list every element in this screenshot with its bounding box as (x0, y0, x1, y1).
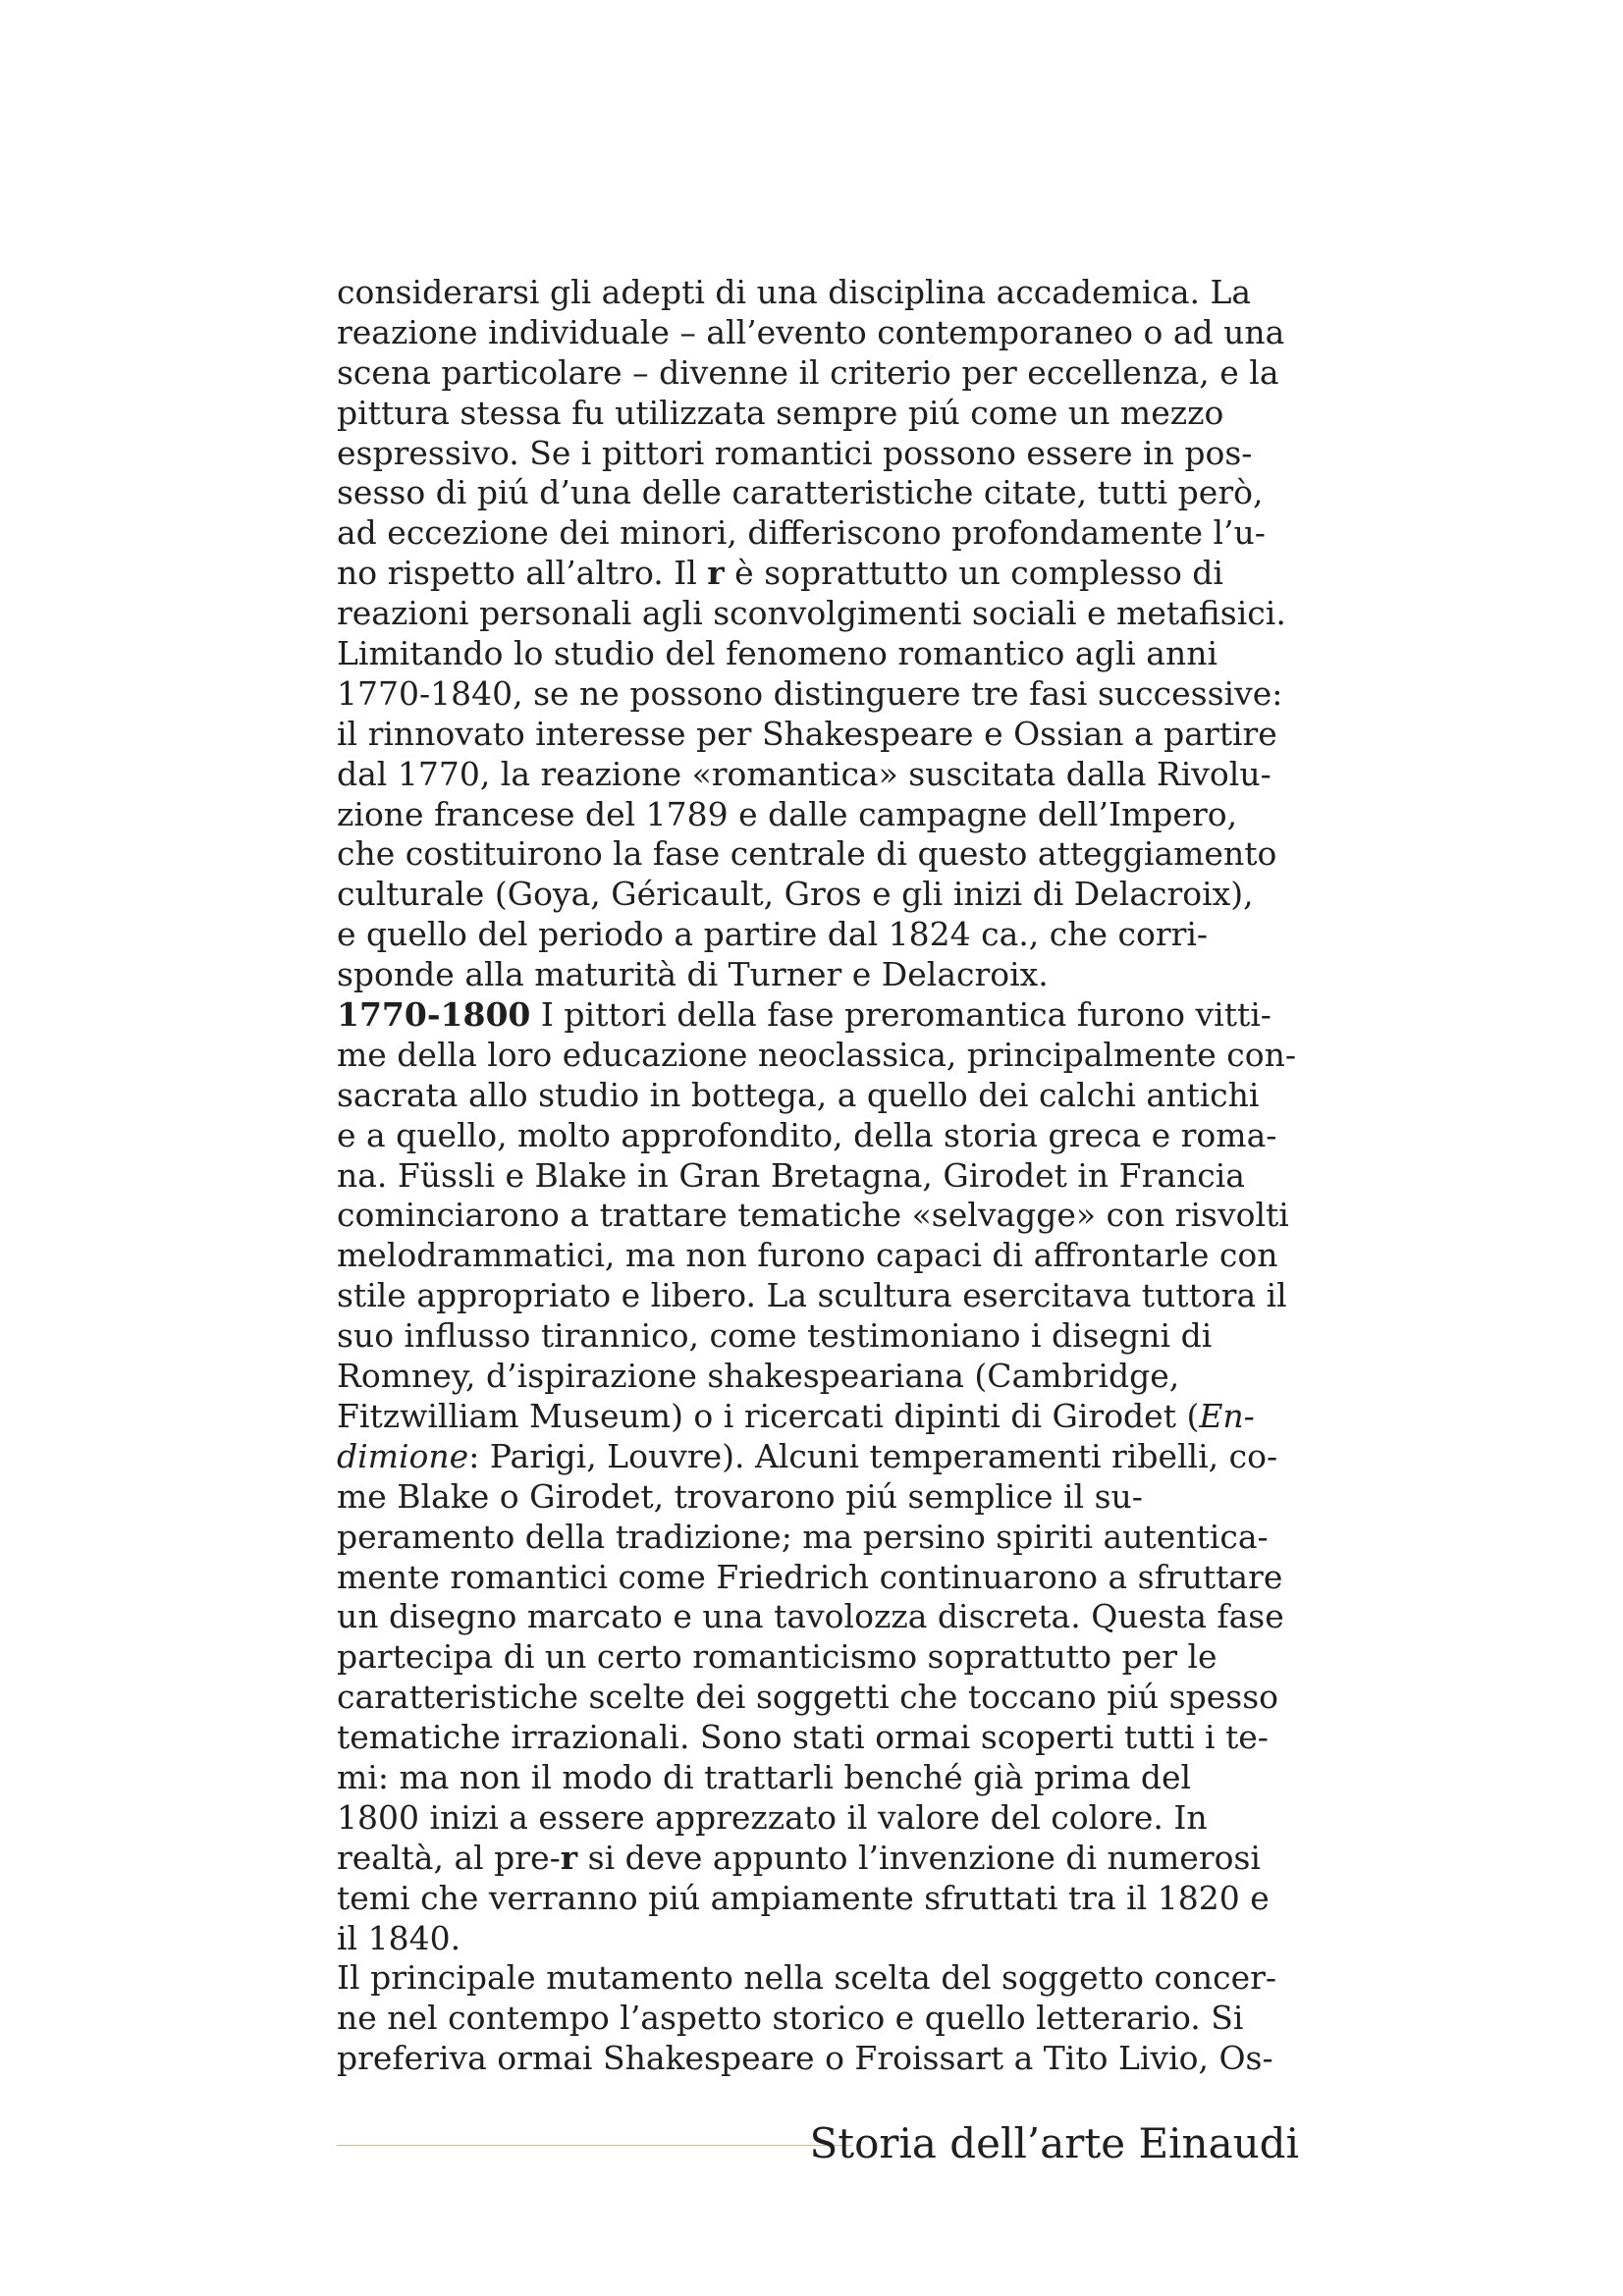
text-line: dimione: Parigi, Louvre). Alcuni temperamenti ribelli, co- (337, 1436, 1278, 1475)
text-line: zione francese del 1789 e dalle campagne dell’Impero, (337, 794, 1238, 833)
text-line: sesso di piú d’una delle caratteristiche citate, tutti però, (337, 473, 1264, 512)
footer-publication-title: Storia dell’arte Einaudi (809, 2119, 1299, 2167)
text-line: no rispetto all’altro. Il r è soprattutto un complesso di (337, 554, 1223, 593)
text-line: peramento della tradizione; ma persino spiriti autentica- (337, 1517, 1269, 1556)
text-line: realtà, al pre-r si deve appunto l’invenzione di numerosi (337, 1838, 1261, 1877)
text-line: suo influsso tirannico, come testimoniano i disegni di (337, 1316, 1213, 1356)
text-line: reazioni personali agli sconvolgimenti sociali e metafisici. (337, 594, 1286, 633)
text-line: sponde alla maturità di Turner e Delacroix. (337, 955, 1049, 994)
text-line: ad eccezione dei minori, differiscono profondamente l’u- (337, 513, 1266, 553)
text-line: mente romantici come Friedrich continuarono a sfruttare (337, 1557, 1283, 1596)
text-line: un disegno marcato e una tavolozza discreta. Questa fase (337, 1597, 1284, 1636)
text-line: culturale (Goya, Géricault, Gros e gli inizi di Delacroix), (337, 875, 1254, 914)
text-line: che costituirono la fase centrale di questo atteggiamento (337, 834, 1277, 874)
text-line: considerarsi gli adepti di una disciplina accademica. La (337, 273, 1252, 311)
text-line: Fitzwilliam Museum) o i ricercati dipinti di Girodet (En- (337, 1396, 1255, 1435)
text-line: melodrammatici, ma non furono capaci di affrontarle con (337, 1236, 1278, 1275)
text-line: caratteristiche scelte dei soggetti che toccano piú spesso (337, 1678, 1278, 1717)
text-line: stile appropriato e libero. La scultura esercitava tuttora il (337, 1276, 1287, 1315)
text-line: e a quello, molto approfondito, della storia greca e roma- (337, 1115, 1277, 1154)
text-line: 1770-1800 I pittori della fase preromantica furono vitti- (337, 995, 1271, 1035)
text-line: temi che verranno piú ampiamente sfruttati tra il 1820 e (337, 1878, 1270, 1917)
text-line: tematiche irrazionali. Sono stati ormai scoperti tutti i te- (337, 1718, 1269, 1757)
text-line: 1770-1840, se ne possono distinguere tre fasi successive: (337, 673, 1283, 713)
text-line: scena particolare – divenne il criterio per eccellenza, e la (337, 352, 1279, 392)
text-line: partecipa di un certo romanticismo soprattutto per le (337, 1637, 1217, 1677)
text-line: mi: ma non il modo di trattarli benché già prima del (337, 1757, 1192, 1796)
text-line: sacrata allo studio in bottega, a quello dei calchi antichi (337, 1075, 1260, 1114)
footer-divider (337, 2145, 852, 2146)
text-line: 1800 inizi a essere apprezzato il valore del colore. In (337, 1797, 1208, 1837)
text-line: reazione individuale – all’evento contemporaneo o ad una (337, 312, 1285, 351)
text-line: e quello del periodo a partire dal 1824 ca., che corri- (337, 915, 1209, 954)
text-line: me Blake o Girodet, trovarono piú semplice il su- (337, 1476, 1143, 1516)
text-line: Romney, d’ispirazione shakespeariana (Cambridge, (337, 1357, 1180, 1396)
text-line: Limitando lo studio del fenomeno romantico agli anni (337, 634, 1218, 673)
text-line: dal 1770, la reazione «romantica» suscitata dalla Rivolu- (337, 754, 1271, 793)
text-line: preferiva ormai Shakespeare o Froissart a Tito Livio, Os- (337, 2039, 1273, 2078)
body-text (337, 273, 1299, 2079)
text-line: me della loro educazione neoclassica, principalmente con- (337, 1035, 1297, 1074)
text-line: na. Füssli e Blake in Gran Bretagna, Girodet in Francia (337, 1155, 1245, 1195)
text-line: espressivo. Se i pittori romantici possono essere in pos- (337, 433, 1253, 472)
text-line: Il principale mutamento nella scelta del soggetto concer- (337, 1958, 1277, 1998)
text-line: pittura stessa fu utilizzata sempre piú come un mezzo (337, 393, 1224, 432)
text-line: il 1840. (337, 1918, 461, 1957)
text-line: il rinnovato interesse per Shakespeare e Ossian a partire (337, 714, 1277, 753)
text-line: ne nel contempo l’aspetto storico e quello letterario. Si (337, 1999, 1244, 2038)
text-line: cominciarono a trattare tematiche «selvagge» con risvolti (337, 1196, 1289, 1235)
